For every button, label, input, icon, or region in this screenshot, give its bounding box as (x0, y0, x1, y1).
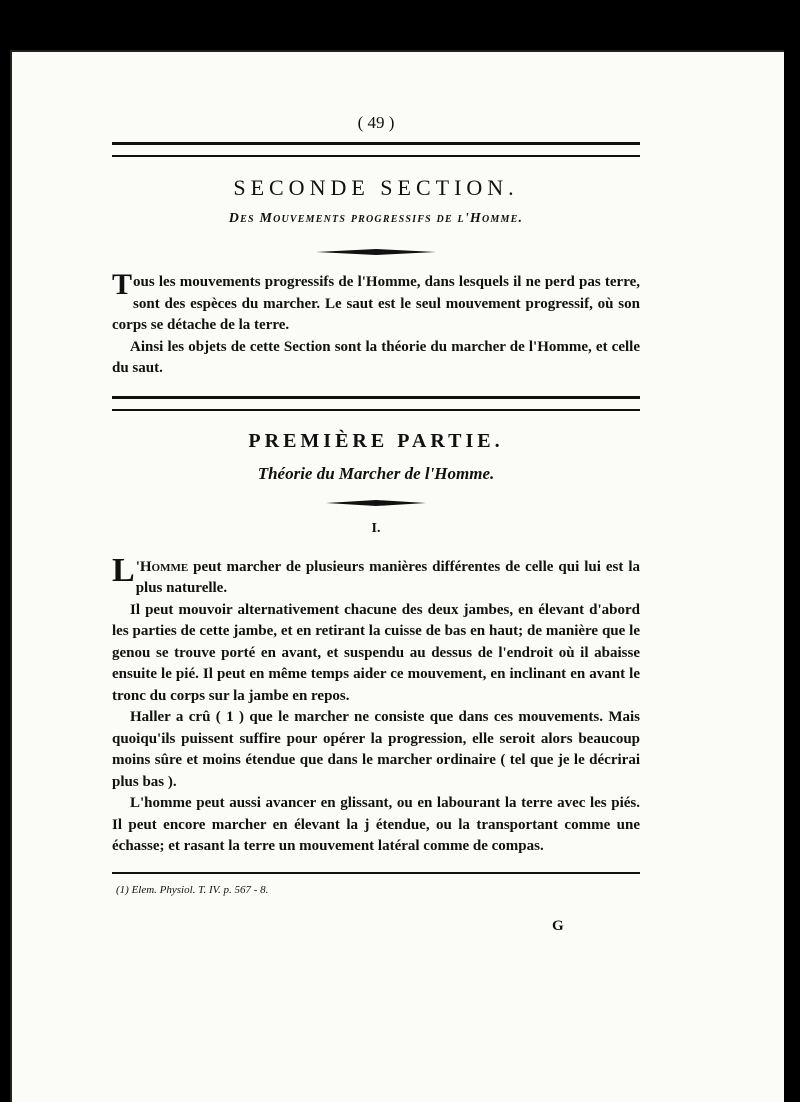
page-number: ( 49 ) (357, 113, 395, 132)
ornament-rule (326, 499, 426, 507)
part-title: PREMIÈRE PARTIE. (248, 429, 504, 452)
signature-mark: G (552, 918, 564, 934)
part-paragraph-3: Haller a crû ( 1 ) que le marcher ne consiste que dans ces mouvements. Mais quoiqu'ils puissent suffire pour opérer la progression, elle seroit alors beaucoup moins sûre et moins étendue que dans le marcher ordinaire ( tel que je le décrirai plus bas ). (112, 709, 640, 790)
part-paragraph-2: Il peut mouvoir alternativement chacune des deux jambes, en élevant d'abord les parties de cette jambe, et en retirant la cuisse de bas en haut; de manière que le genou se trouve porté en avant, et suspendu au dessus de l'endroit où il abaisse ensuite le pié. Il peut en même temps aider ce mouvement, en inclinant en avant le tronc du corps sur la jambe en repos. (112, 601, 640, 704)
part-subtitle: Théorie du Marcher de l'Homme. (257, 463, 495, 483)
section-title: SECONDE SECTION. (233, 175, 519, 200)
ornament-rule (316, 248, 436, 256)
section-intro (112, 268, 640, 380)
part-paragraph-1: L 'Homme peut marcher de plusieurs manières différentes de celle qui lui est la plus naturelle. (112, 551, 640, 596)
section-paragraph-2: Ainsi les objets de cette Section sont la théorie du marcher de l'Homme, et celle du saut. (112, 338, 640, 376)
section-paragraph-1: Tous les mouvements progressifs de l'Homme, dans lesquels il ne perd pas terre, sont des espèces du marcher. Le saut est le seul mouvement progressif, où son corps se détache de la terre. (112, 268, 640, 333)
part-double-rule (112, 396, 640, 411)
part-body (112, 551, 640, 858)
drop-cap: L (112, 551, 135, 589)
chapter-numeral: I. (371, 520, 381, 536)
drop-cap: T (112, 268, 133, 301)
page-content (112, 96, 640, 896)
section-subtitle: Des Mouvements progressifs de l'Homme. (228, 211, 524, 226)
footnote: (1) Elem. Physiol. T. IV. p. 567 - 8. (116, 883, 269, 896)
part-paragraph-4: L'homme peut aussi avancer en glissant, ou en labourant la terre avec les piés. Il peut encore marcher en élevant la j étendue, ou la transportant comme une échasse; et rasant la terre un mouvement latéral comme de compas. (112, 795, 640, 854)
footnote-rule (112, 872, 640, 874)
header-double-rule (112, 142, 640, 157)
